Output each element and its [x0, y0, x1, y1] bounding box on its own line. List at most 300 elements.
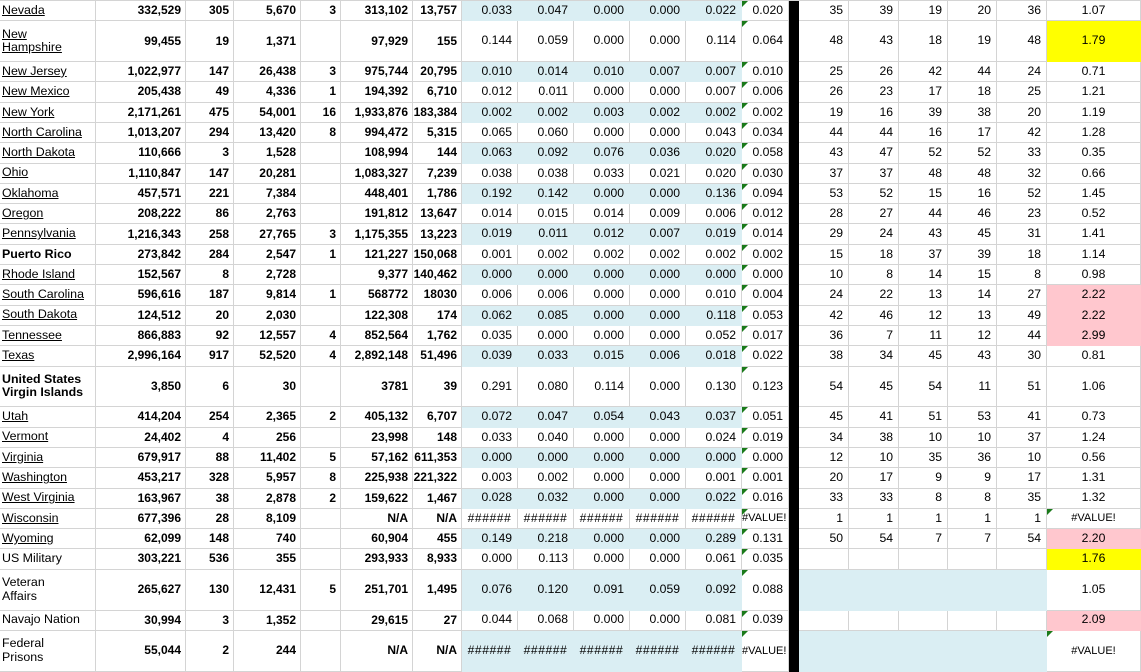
rate-cell[interactable]: 0.000 — [462, 265, 518, 285]
count-cell[interactable]: 57,162 — [341, 448, 413, 468]
count-cell[interactable]: 866,883 — [96, 326, 186, 346]
count-cell[interactable]: 8,109 — [234, 509, 301, 529]
count-cell[interactable]: N/A — [413, 631, 462, 672]
count-cell[interactable]: 54,001 — [234, 103, 301, 123]
rate-cell[interactable]: ###### — [630, 631, 686, 672]
rank-cell[interactable]: 37 — [849, 164, 899, 184]
count-cell[interactable]: 475 — [186, 103, 234, 123]
count-cell[interactable]: 221,322 — [413, 468, 462, 488]
ratio-cell[interactable]: 1.76 — [1047, 549, 1141, 569]
count-cell[interactable]: 20,281 — [234, 164, 301, 184]
rank-cell[interactable]: 18 — [997, 245, 1047, 265]
state-cell[interactable] — [0, 549, 96, 569]
state-cell[interactable] — [0, 82, 96, 102]
count-cell[interactable]: 1,495 — [413, 570, 462, 611]
summary-rate-cell[interactable]: 0.064 — [742, 21, 789, 62]
rank-cell-empty[interactable] — [799, 570, 849, 611]
rate-cell[interactable]: 0.291 — [462, 367, 518, 408]
summary-rate-cell[interactable]: 0.039 — [742, 611, 789, 631]
count-cell[interactable]: 20,795 — [413, 62, 462, 82]
rate-cell[interactable]: 0.009 — [630, 204, 686, 224]
summary-rate-cell[interactable]: 0.000 — [742, 448, 789, 468]
rank-cell-empty[interactable] — [849, 549, 899, 569]
rank-cell[interactable]: 10 — [997, 448, 1047, 468]
rate-cell[interactable]: 0.001 — [462, 245, 518, 265]
rate-cell[interactable]: 0.002 — [518, 245, 574, 265]
count-cell[interactable]: 12,431 — [234, 570, 301, 611]
rate-cell[interactable]: 0.076 — [574, 143, 630, 163]
count-cell[interactable]: 6,710 — [413, 82, 462, 102]
rate-cell[interactable]: 0.039 — [462, 346, 518, 366]
summary-rate-cell[interactable]: 0.035 — [742, 549, 789, 569]
count-cell[interactable]: 332,529 — [96, 1, 186, 21]
rate-cell[interactable]: 0.000 — [630, 468, 686, 488]
summary-rate-cell[interactable]: 0.014 — [742, 224, 789, 244]
count-cell[interactable]: 917 — [186, 346, 234, 366]
rate-cell[interactable]: 0.136 — [686, 184, 742, 204]
state-cell[interactable] — [0, 265, 96, 285]
ratio-cell[interactable]: 0.52 — [1047, 204, 1141, 224]
rate-cell[interactable]: 0.060 — [518, 123, 574, 143]
rank-cell[interactable]: 23 — [849, 82, 899, 102]
count-cell[interactable]: 455 — [413, 529, 462, 549]
count-cell[interactable]: 205,438 — [96, 82, 186, 102]
rank-cell[interactable]: 54 — [799, 367, 849, 408]
rank-cell[interactable]: 34 — [799, 428, 849, 448]
ratio-cell[interactable]: 1.07 — [1047, 1, 1141, 21]
rate-cell[interactable]: 0.000 — [574, 21, 630, 62]
rank-cell[interactable]: 16 — [849, 103, 899, 123]
rate-cell[interactable]: 0.000 — [630, 611, 686, 631]
rate-cell[interactable]: 0.044 — [462, 611, 518, 631]
ratio-cell[interactable]: 1.31 — [1047, 468, 1141, 488]
rate-cell[interactable]: 0.114 — [686, 21, 742, 62]
count-cell[interactable] — [301, 164, 341, 184]
rate-cell[interactable]: 0.033 — [518, 346, 574, 366]
rate-cell[interactable]: 0.002 — [518, 103, 574, 123]
count-cell[interactable]: 448,401 — [341, 184, 413, 204]
count-cell[interactable] — [301, 143, 341, 163]
rank-cell[interactable]: 49 — [997, 306, 1047, 326]
rate-cell[interactable]: ###### — [574, 631, 630, 672]
count-cell[interactable]: 258 — [186, 224, 234, 244]
state-cell[interactable] — [0, 468, 96, 488]
count-cell[interactable]: 7,239 — [413, 164, 462, 184]
summary-rate-cell[interactable]: #VALUE! — [742, 631, 789, 672]
count-cell[interactable]: 677,396 — [96, 509, 186, 529]
rank-cell[interactable]: 1 — [849, 509, 899, 529]
rank-cell[interactable]: 35 — [799, 1, 849, 21]
rank-cell[interactable]: 7 — [948, 529, 997, 549]
rank-cell-empty[interactable] — [899, 549, 948, 569]
rank-cell[interactable]: 35 — [997, 489, 1047, 509]
rank-cell-empty[interactable] — [799, 611, 849, 631]
summary-rate-cell[interactable]: 0.017 — [742, 326, 789, 346]
rate-cell[interactable]: 0.006 — [462, 285, 518, 305]
rate-cell[interactable]: 0.000 — [574, 448, 630, 468]
rank-cell[interactable]: 52 — [899, 143, 948, 163]
ratio-cell[interactable]: 1.05 — [1047, 570, 1141, 611]
rank-cell[interactable]: 10 — [899, 428, 948, 448]
count-cell[interactable]: 1,467 — [413, 489, 462, 509]
rank-cell[interactable]: 20 — [799, 468, 849, 488]
rank-cell[interactable]: 50 — [799, 529, 849, 549]
count-cell[interactable]: 1,216,343 — [96, 224, 186, 244]
ratio-cell[interactable]: 1.21 — [1047, 82, 1141, 102]
count-cell[interactable]: 1 — [301, 285, 341, 305]
rank-cell[interactable]: 42 — [899, 62, 948, 82]
count-cell[interactable]: 8 — [301, 123, 341, 143]
rate-cell[interactable]: 0.002 — [462, 103, 518, 123]
rate-cell[interactable]: ###### — [518, 509, 574, 529]
rank-cell[interactable]: 37 — [799, 164, 849, 184]
rank-cell[interactable]: 16 — [948, 184, 997, 204]
count-cell[interactable]: 536 — [186, 549, 234, 569]
rate-cell[interactable]: 0.000 — [630, 306, 686, 326]
rank-cell[interactable]: 48 — [948, 164, 997, 184]
count-cell[interactable]: 152,567 — [96, 265, 186, 285]
rank-cell[interactable]: 45 — [948, 224, 997, 244]
state-cell[interactable] — [0, 346, 96, 366]
summary-rate-cell[interactable]: 0.034 — [742, 123, 789, 143]
count-cell[interactable]: 6 — [186, 367, 234, 408]
rate-cell[interactable]: 0.001 — [686, 468, 742, 488]
ratio-cell[interactable]: 0.73 — [1047, 407, 1141, 427]
rate-cell[interactable]: 0.002 — [686, 245, 742, 265]
rank-cell[interactable]: 15 — [948, 265, 997, 285]
rate-cell[interactable]: 0.020 — [686, 143, 742, 163]
state-cell[interactable] — [0, 489, 96, 509]
rate-cell[interactable]: 0.007 — [686, 62, 742, 82]
count-cell[interactable]: 3 — [301, 1, 341, 21]
summary-rate-cell[interactable]: 0.004 — [742, 285, 789, 305]
rank-cell[interactable]: 27 — [997, 285, 1047, 305]
rate-cell[interactable]: 0.020 — [686, 164, 742, 184]
count-cell[interactable]: 740 — [234, 529, 301, 549]
rank-cell[interactable]: 30 — [997, 346, 1047, 366]
count-cell[interactable] — [301, 549, 341, 569]
count-cell[interactable] — [301, 611, 341, 631]
count-cell[interactable]: 3 — [301, 224, 341, 244]
rank-cell[interactable]: 52 — [997, 184, 1047, 204]
count-cell[interactable]: 5,957 — [234, 468, 301, 488]
summary-rate-cell[interactable]: 0.030 — [742, 164, 789, 184]
rank-cell[interactable]: 45 — [799, 407, 849, 427]
rank-cell[interactable]: 10 — [948, 428, 997, 448]
rank-cell[interactable]: 53 — [948, 407, 997, 427]
ratio-cell[interactable]: 0.81 — [1047, 346, 1141, 366]
rate-cell[interactable]: 0.289 — [686, 529, 742, 549]
ratio-cell[interactable]: 2.22 — [1047, 306, 1141, 326]
count-cell[interactable]: 596,616 — [96, 285, 186, 305]
rank-cell[interactable]: 13 — [948, 306, 997, 326]
rate-cell[interactable]: 0.000 — [574, 306, 630, 326]
rate-cell[interactable]: 0.035 — [462, 326, 518, 346]
rate-cell[interactable]: 0.002 — [630, 245, 686, 265]
count-cell[interactable]: 2,030 — [234, 306, 301, 326]
count-cell[interactable]: 8,933 — [413, 549, 462, 569]
rate-cell[interactable]: 0.000 — [630, 82, 686, 102]
rate-cell[interactable]: 0.000 — [574, 549, 630, 569]
rank-cell[interactable]: 19 — [899, 1, 948, 21]
rate-cell[interactable]: 0.024 — [686, 428, 742, 448]
rate-cell[interactable]: 0.012 — [574, 224, 630, 244]
count-cell[interactable]: 8 — [186, 265, 234, 285]
rate-cell[interactable]: 0.000 — [630, 428, 686, 448]
rank-cell[interactable]: 48 — [799, 21, 849, 62]
summary-rate-cell[interactable]: 0.088 — [742, 570, 789, 611]
rank-cell[interactable]: 14 — [948, 285, 997, 305]
rate-cell[interactable]: 0.047 — [518, 407, 574, 427]
count-cell[interactable]: 191,812 — [341, 204, 413, 224]
rank-cell[interactable]: 17 — [948, 123, 997, 143]
rate-cell[interactable]: 0.092 — [686, 570, 742, 611]
rate-cell[interactable]: 0.010 — [686, 285, 742, 305]
count-cell[interactable]: 852,564 — [341, 326, 413, 346]
ratio-cell[interactable]: 1.32 — [1047, 489, 1141, 509]
ratio-cell[interactable]: 0.56 — [1047, 448, 1141, 468]
count-cell[interactable]: 457,571 — [96, 184, 186, 204]
rank-cell[interactable]: 46 — [948, 204, 997, 224]
count-cell[interactable]: 27 — [413, 611, 462, 631]
count-cell[interactable]: 2,728 — [234, 265, 301, 285]
rank-cell[interactable]: 26 — [799, 82, 849, 102]
rate-cell[interactable]: 0.021 — [630, 164, 686, 184]
rate-cell[interactable]: ###### — [686, 509, 742, 529]
ratio-cell[interactable]: 2.20 — [1047, 529, 1141, 549]
rate-cell[interactable]: 0.113 — [518, 549, 574, 569]
count-cell[interactable]: 5 — [301, 570, 341, 611]
count-cell[interactable]: 4 — [301, 346, 341, 366]
rate-cell[interactable]: 0.130 — [686, 367, 742, 408]
count-cell[interactable]: 30,994 — [96, 611, 186, 631]
rank-cell[interactable]: 44 — [899, 204, 948, 224]
count-cell[interactable]: 38 — [186, 489, 234, 509]
count-cell[interactable]: 183,384 — [413, 103, 462, 123]
count-cell[interactable]: 355 — [234, 549, 301, 569]
state-cell[interactable] — [0, 62, 96, 82]
count-cell[interactable]: 3,850 — [96, 367, 186, 408]
rate-cell[interactable]: 0.000 — [574, 1, 630, 21]
rank-cell[interactable]: 17 — [899, 82, 948, 102]
rank-cell[interactable]: 33 — [799, 489, 849, 509]
rate-cell[interactable]: 0.000 — [574, 285, 630, 305]
count-cell[interactable]: 140,462 — [413, 265, 462, 285]
state-cell[interactable] — [0, 631, 96, 672]
state-cell[interactable] — [0, 123, 96, 143]
rate-cell[interactable]: 0.080 — [518, 367, 574, 408]
rate-cell[interactable]: 0.002 — [630, 103, 686, 123]
rank-cell[interactable]: 26 — [849, 62, 899, 82]
rank-cell-empty[interactable] — [997, 611, 1047, 631]
count-cell[interactable]: 55,044 — [96, 631, 186, 672]
count-cell[interactable]: 3 — [186, 143, 234, 163]
rate-cell[interactable]: 0.000 — [630, 184, 686, 204]
count-cell[interactable]: 9,377 — [341, 265, 413, 285]
rate-cell[interactable]: 0.192 — [462, 184, 518, 204]
rate-cell[interactable]: 0.000 — [630, 529, 686, 549]
rate-cell[interactable]: 0.000 — [630, 21, 686, 62]
rate-cell[interactable]: 0.061 — [686, 549, 742, 569]
rate-cell[interactable]: 0.000 — [574, 184, 630, 204]
count-cell[interactable]: 294 — [186, 123, 234, 143]
rate-cell[interactable]: 0.085 — [518, 306, 574, 326]
state-cell[interactable] — [0, 143, 96, 163]
rank-cell[interactable]: 38 — [849, 428, 899, 448]
ratio-cell[interactable]: 2.99 — [1047, 326, 1141, 346]
ratio-cell[interactable]: 0.98 — [1047, 265, 1141, 285]
rate-cell[interactable]: 0.052 — [686, 326, 742, 346]
count-cell[interactable]: 2,547 — [234, 245, 301, 265]
rate-cell[interactable]: ###### — [574, 509, 630, 529]
rate-cell[interactable]: 0.010 — [574, 62, 630, 82]
rate-cell[interactable]: 0.059 — [630, 570, 686, 611]
rank-cell[interactable]: 17 — [849, 468, 899, 488]
count-cell[interactable]: 313,102 — [341, 1, 413, 21]
summary-rate-cell[interactable]: 0.022 — [742, 346, 789, 366]
summary-rate-cell[interactable]: 0.012 — [742, 204, 789, 224]
count-cell[interactable]: 159,622 — [341, 489, 413, 509]
count-cell[interactable]: 39 — [413, 367, 462, 408]
rank-cell[interactable]: 42 — [997, 123, 1047, 143]
rate-cell[interactable]: 0.007 — [630, 224, 686, 244]
rate-cell[interactable]: 0.037 — [686, 407, 742, 427]
count-cell[interactable]: 60,904 — [341, 529, 413, 549]
count-cell[interactable] — [301, 529, 341, 549]
count-cell[interactable]: 265,627 — [96, 570, 186, 611]
count-cell[interactable]: 679,917 — [96, 448, 186, 468]
count-cell[interactable]: 2 — [301, 407, 341, 427]
rank-cell[interactable]: 45 — [899, 346, 948, 366]
count-cell[interactable]: 97,929 — [341, 21, 413, 62]
rate-cell[interactable]: 0.006 — [518, 285, 574, 305]
rate-cell[interactable]: 0.006 — [686, 204, 742, 224]
rank-cell[interactable]: 23 — [997, 204, 1047, 224]
count-cell[interactable]: 92 — [186, 326, 234, 346]
rank-cell[interactable]: 27 — [849, 204, 899, 224]
count-cell[interactable]: 28 — [186, 509, 234, 529]
rank-cell[interactable]: 8 — [997, 265, 1047, 285]
rate-cell[interactable]: 0.118 — [686, 306, 742, 326]
count-cell[interactable]: 88 — [186, 448, 234, 468]
rank-cell[interactable]: 44 — [849, 123, 899, 143]
ratio-cell[interactable]: 1.79 — [1047, 21, 1141, 62]
rank-cell[interactable]: 45 — [849, 367, 899, 408]
rate-cell[interactable]: 0.000 — [574, 611, 630, 631]
rate-cell[interactable]: 0.002 — [574, 245, 630, 265]
rank-cell[interactable]: 1 — [997, 509, 1047, 529]
rate-cell[interactable]: 0.054 — [574, 407, 630, 427]
rate-cell[interactable]: 0.002 — [686, 103, 742, 123]
count-cell[interactable]: 2,171,261 — [96, 103, 186, 123]
count-cell[interactable]: 284 — [186, 245, 234, 265]
rank-cell[interactable]: 20 — [997, 103, 1047, 123]
rate-cell[interactable]: 0.019 — [462, 224, 518, 244]
rank-cell[interactable]: 28 — [799, 204, 849, 224]
count-cell[interactable]: 155 — [413, 21, 462, 62]
rate-cell[interactable]: ###### — [462, 509, 518, 529]
state-cell[interactable] — [0, 428, 96, 448]
state-cell[interactable] — [0, 245, 96, 265]
rank-cell[interactable]: 10 — [849, 448, 899, 468]
rate-cell[interactable]: 0.000 — [686, 265, 742, 285]
count-cell[interactable]: 148 — [413, 428, 462, 448]
count-cell[interactable]: 194,392 — [341, 82, 413, 102]
rank-cell[interactable]: 37 — [997, 428, 1047, 448]
count-cell[interactable] — [301, 204, 341, 224]
count-cell[interactable]: 2,892,148 — [341, 346, 413, 366]
rank-cell[interactable]: 48 — [997, 21, 1047, 62]
rate-cell[interactable]: 0.002 — [518, 468, 574, 488]
count-cell[interactable]: 2,878 — [234, 489, 301, 509]
rank-cell[interactable]: 37 — [899, 245, 948, 265]
count-cell[interactable]: 27,765 — [234, 224, 301, 244]
rank-cell[interactable]: 51 — [899, 407, 948, 427]
count-cell[interactable]: 99,455 — [96, 21, 186, 62]
count-cell[interactable]: 328 — [186, 468, 234, 488]
rate-cell[interactable]: 0.007 — [686, 82, 742, 102]
rate-cell[interactable]: 0.065 — [462, 123, 518, 143]
ratio-cell[interactable]: 0.35 — [1047, 143, 1141, 163]
count-cell[interactable]: 1,786 — [413, 184, 462, 204]
count-cell[interactable]: 130 — [186, 570, 234, 611]
count-cell[interactable]: 1,528 — [234, 143, 301, 163]
count-cell[interactable]: 225,938 — [341, 468, 413, 488]
rank-cell[interactable]: 12 — [899, 306, 948, 326]
rate-cell[interactable]: 0.000 — [574, 326, 630, 346]
count-cell[interactable]: 163,967 — [96, 489, 186, 509]
rate-cell[interactable]: 0.040 — [518, 428, 574, 448]
rate-cell[interactable]: ###### — [630, 509, 686, 529]
rate-cell[interactable]: 0.000 — [630, 265, 686, 285]
count-cell[interactable]: 975,744 — [341, 62, 413, 82]
rate-cell[interactable]: 0.036 — [630, 143, 686, 163]
count-cell[interactable]: 4,336 — [234, 82, 301, 102]
rank-cell[interactable]: 52 — [948, 143, 997, 163]
rank-cell[interactable]: 19 — [948, 21, 997, 62]
count-cell[interactable]: 405,132 — [341, 407, 413, 427]
count-cell[interactable]: 6,707 — [413, 407, 462, 427]
count-cell[interactable]: 144 — [413, 143, 462, 163]
rank-cell-empty[interactable] — [849, 611, 899, 631]
rank-cell[interactable]: 20 — [948, 1, 997, 21]
count-cell[interactable]: 62,099 — [96, 529, 186, 549]
state-cell[interactable] — [0, 103, 96, 123]
summary-rate-cell[interactable]: 0.051 — [742, 407, 789, 427]
rate-cell[interactable]: 0.003 — [462, 468, 518, 488]
state-cell[interactable] — [0, 367, 96, 408]
count-cell[interactable]: 2,996,164 — [96, 346, 186, 366]
rank-cell[interactable]: 48 — [899, 164, 948, 184]
state-cell[interactable] — [0, 611, 96, 631]
count-cell[interactable]: 1,013,207 — [96, 123, 186, 143]
rank-cell-empty[interactable] — [899, 570, 948, 611]
rate-cell[interactable]: 0.022 — [686, 489, 742, 509]
count-cell[interactable]: 221 — [186, 184, 234, 204]
count-cell[interactable]: 1,175,355 — [341, 224, 413, 244]
rate-cell[interactable]: 0.038 — [462, 164, 518, 184]
rate-cell[interactable]: 0.000 — [630, 448, 686, 468]
count-cell[interactable]: 4 — [301, 326, 341, 346]
rate-cell[interactable]: 0.062 — [462, 306, 518, 326]
ratio-cell[interactable]: 0.71 — [1047, 62, 1141, 82]
ratio-cell[interactable]: 1.45 — [1047, 184, 1141, 204]
rate-cell[interactable]: 0.000 — [630, 123, 686, 143]
count-cell[interactable]: 110,666 — [96, 143, 186, 163]
rank-cell[interactable]: 36 — [799, 326, 849, 346]
count-cell[interactable]: 121,227 — [341, 245, 413, 265]
rank-cell[interactable]: 44 — [948, 62, 997, 82]
